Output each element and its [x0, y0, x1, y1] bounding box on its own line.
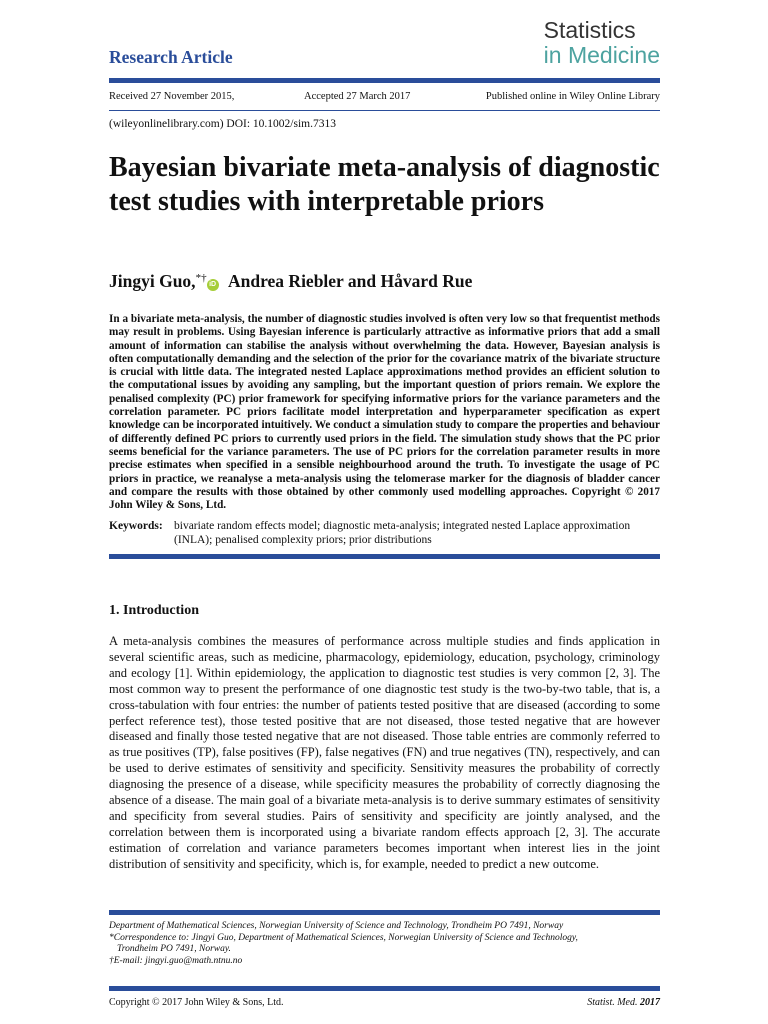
footer-citation — [587, 997, 660, 1008]
footer-copyright: Copyright © 2017 John Wiley & Sons, Ltd. — [109, 997, 284, 1008]
header-rule — [109, 78, 660, 83]
affiliation-dept: Department of Mathematical Sciences, Norwegian University of Science and Technology, Trondheim PO 7491, Norway — [109, 921, 564, 931]
author-list — [109, 271, 472, 292]
journal-logo — [544, 18, 660, 68]
paper-title: Bayesian bivariate meta-analysis of diagnostic test studies with interpretable priors — [109, 152, 660, 217]
section-heading: 1. Introduction — [109, 603, 199, 618]
correspondence-cont: Trondheim PO 7491, Norway. — [117, 944, 231, 954]
correspondence: *Correspondence to: Jingyi Guo, Department of Mathematical Sciences, Norwegian University of Science and Technology, — [109, 932, 578, 943]
author-first: Jingyi Guo, — [109, 271, 196, 291]
journal-name-line2: in Medicine — [543, 42, 660, 68]
affiliation-rule — [109, 910, 660, 915]
article-type-label: Research Article — [109, 47, 233, 67]
author-others: Andrea Riebler and Håvard Rue — [227, 271, 473, 291]
journal-name-line1: Statistics — [543, 17, 636, 43]
footer-year: 2017 — [640, 997, 660, 1008]
keywords-label: Keywords: — [109, 520, 163, 532]
email[interactable]: †E-mail: jingyi.guo@math.ntnu.no — [109, 955, 243, 966]
affiliations — [109, 921, 660, 967]
footer-journal: Statist. Med. — [587, 997, 638, 1008]
accepted-date: Accepted 27 March 2017 — [304, 91, 411, 102]
abstract-rule — [109, 554, 660, 559]
published-online: Published online in Wiley Online Library — [485, 91, 660, 102]
received-date: Received 27 November 2015, — [109, 91, 235, 102]
orcid-icon[interactable]: iD — [207, 279, 219, 291]
meta-rule — [109, 110, 660, 111]
author-marks: *† — [195, 272, 207, 284]
keywords-text: bivariate random effects model; diagnostic meta-analysis; integrated nested Laplace approximation (INLA); penalised complexity priors; prior distributions — [174, 520, 631, 546]
abstract: In a bivariate meta-analysis, the number of diagnostic studies involved is often very low so that frequentist methods may result in problems. Using Bayesian inference is particularly attractive as informative priors that add a small amount of information can stabilise the analysis without overwhelming the data. However, Bayesian analysis is often computationally demanding and the selection of the prior for the covariance matrix of the bivariate structure is crucial with little data. The integrated nested Laplace approximations method provides an efficient solution to the computational issues by avoiding any sampling, but the important question of priors remain. We explore the penalised complexity (PC) prior framework for specifying informative priors for the variance parameters and the correlation parameter. PC priors facilitate model interpretation and hyperparameter specification as expert knowledge can be incorporated intuitively. We conduct a simulation study to compare the properties and behaviour of differently defined PC priors to currently used priors in the field. The simulation study shows that the PC prior seems beneficial for the variance parameters. The use of PC priors for the correlation parameter results in more precise estimates when specified in a sensible neighbourhood around the truth. To investigate the usage of PC priors in practice, we reanalyse a meta-analysis using the telomerase marker for the diagnosis of bladder cancer and compare the results with those obtained by other commonly used modelling approaches. Copyright © 2017 John Wiley & Sons, Ltd. — [109, 313, 660, 512]
section-body: A meta-analysis combines the measures of performance across multiple studies and finds application in several scientific areas, such as medicine, pharmacology, epidemiology, education, psychology, criminology and ecology [1]. Within epidemiology, the application to diagnostic test studies is very common [2, 3]. The most common way to present the performance of one diagnostic test study is the two-by-two table, that is, a cross-tabulation with four entries: the number of patients tested positive that are diseased (according to some perfect reference test), those tested positive that are not diseased, those tested negative that are however diseased and finally those tested negative that are not diseased. Those table entries are commonly referred to as true positives (TP), false positives (FP), false negatives (FN) and true negatives (TN), respectively, and can be used to derive estimates of sensitivity and specificity. Sensitivity measures the probability of correctly diagnosing the presence of a disease, while specificity measures the probability of correctly diagnosing the absence of a disease. The main goal of a bivariate meta-analysis is to derive summary estimates of sensitivity and specificity from several studies. Pairs of sensitivity and specificity are jointly analysed, and the correlation between them is incorporated using a bivariate random effects approach [2, 3]. The accurate estimation of correlation and variance parameters becomes important when interest lies in the joint distribution of sensitivity and specificity, which is, for example, needed to predict a new outcome. — [109, 634, 660, 871]
doi-text: (wileyonlinelibrary.com) DOI: 10.1002/sim.7313 — [109, 118, 336, 130]
footer-rule — [109, 986, 660, 991]
